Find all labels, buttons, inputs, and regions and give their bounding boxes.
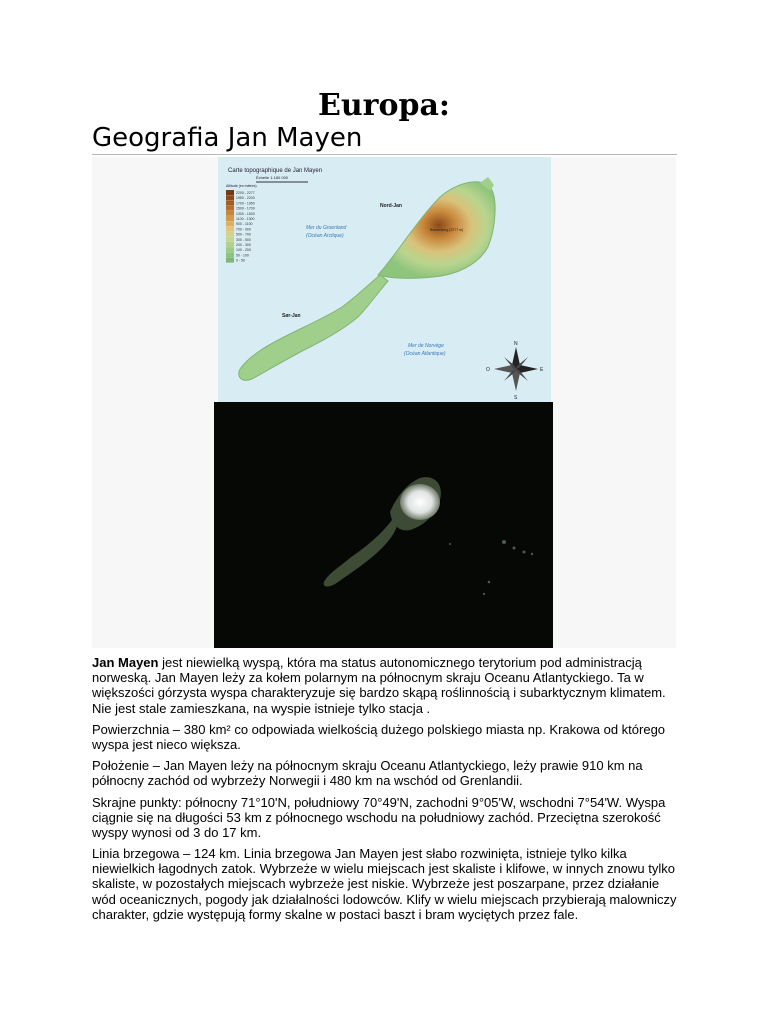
legend-value: 100 - 200 [236,248,251,253]
legend-swatch [226,232,234,237]
document-subtitle: Geografia Jan Mayen [92,123,363,153]
legend-value: 500 - 700 [236,232,251,237]
compass-east: E [540,367,544,373]
map-scale: Échelle 1:180 000 [256,175,289,180]
label-sor-jan: Sør-Jan [282,313,301,319]
legend-swatch [226,195,234,200]
legend-swatch [226,216,234,221]
legend-swatch [226,190,234,195]
label-norway-ocean: (Océan Atlantique) [404,351,446,357]
legend-value: 1700 - 1950 [236,201,255,206]
legend-swatch [226,242,234,247]
legend-swatch [226,211,234,216]
legend-value: 1500 - 1700 [236,206,255,211]
topographic-map [218,157,551,402]
legend-swatch [226,252,234,257]
document-title: Europa: [318,88,450,123]
legend-value: 2200 - 2277 [236,191,255,195]
legend-value: 1950 - 2200 [236,196,255,201]
legend-swatch [226,247,234,252]
satellite-image [214,402,553,648]
compass-west: O [486,367,490,373]
compass-north: N [514,341,518,347]
legend-swatch [226,221,234,226]
legend-value: 50 - 100 [236,253,249,258]
legend-swatch [226,226,234,231]
intro-text: jest niewielką wyspą, która ma status autonomicznego terytorium pod administracją norweską. Jan Mayen leży za kołem polarnym na północnym skraju Oceanu Atlantyckiego. Ta w większości górzysta wyspa charakteryzuje się bardzo skąpą roślinnością i subarktycznym klimatem. Nie jest stale zamieszkana, na wyspie istnieje tylko stacja . [92,655,666,716]
legend-value: 900 - 1100 [236,222,253,227]
label-greenland-sea: Mer du Groenland [306,225,347,231]
paragraph-location: Położenie – Jan Mayen leży na północnym skraju Oceanu Atlantyckiego, leży prawie 910 km na północny zachód od wybrzeży Norwegii i 480 km na wschód od Grenlandii. [92,758,643,789]
legend-value: 300 - 500 [236,237,251,242]
legend-label: Altitude (en mètres) [226,184,257,188]
legend-value: 0 - 50 [236,258,245,263]
legend-swatch [226,258,234,263]
map-title: Carte topographique de Jan Mayen [228,168,323,174]
paragraph-coastline: Linia brzegowa – 124 km. Linia brzegowa Jan Mayen jest słabo rozwinięta, istnieje tylko kilka niewielkich łagodnych zatok. Wybrzeże w wielu miejscach jest skaliste i klifowe, w innych znowu tylko skaliste, w pozostałych miejscach wybrzeże jest niskie. Wybrzeże jest poszarpane, przez działanie wód oceanicznych, pogody jak działalności lodowców. Klify w wielu miejscach przybierają malowniczy charakter, gdzie występują formy skalne w postaci baszt i bram wyciętych przez fale. [92,846,677,922]
legend-swatch [226,200,234,205]
paragraph-area: Powierzchnia – 380 km² co odpowiada wielkością dużego polskiego miasta np. Krakowa od którego wyspa jest nieco większa. [92,722,666,753]
legend-swatch [226,237,234,242]
legend-value: 700 - 900 [236,227,251,232]
satellite-image-svg [214,402,553,648]
topographic-map-svg [218,157,551,402]
heading-rule [92,154,677,155]
legend-value: 1300 - 1500 [236,211,255,216]
intro-bold-term: Jan Mayen [92,655,159,670]
figure-jan-mayen [92,157,676,648]
satellite-glacier [400,484,440,520]
label-greenland-ocean: (Océan Arctique) [306,233,344,239]
legend-swatch [226,206,234,211]
compass-south: S [514,395,518,401]
label-norway-sea: Mer de Norvège [408,343,444,349]
paragraph-extreme-points: Skrajne punkty: północny 71°10'N, południowy 70°49'N, zachodni 9°05'W, wschodni 7°54'W. Wyspa ciągnie się na długości 53 km z północnego wschodu na południowy zachód. Przeciętna szerokość wyspy wynosi od 3 do 17 km. [92,795,666,841]
paragraph-intro [92,655,680,716]
legend-value: 200 - 300 [236,243,251,247]
legend-value: 1100 - 1300 [236,217,255,221]
label-nord-jan: Nord-Jan [380,203,402,209]
label-beerenberg: Beerenberg (2277 m) [430,228,464,232]
